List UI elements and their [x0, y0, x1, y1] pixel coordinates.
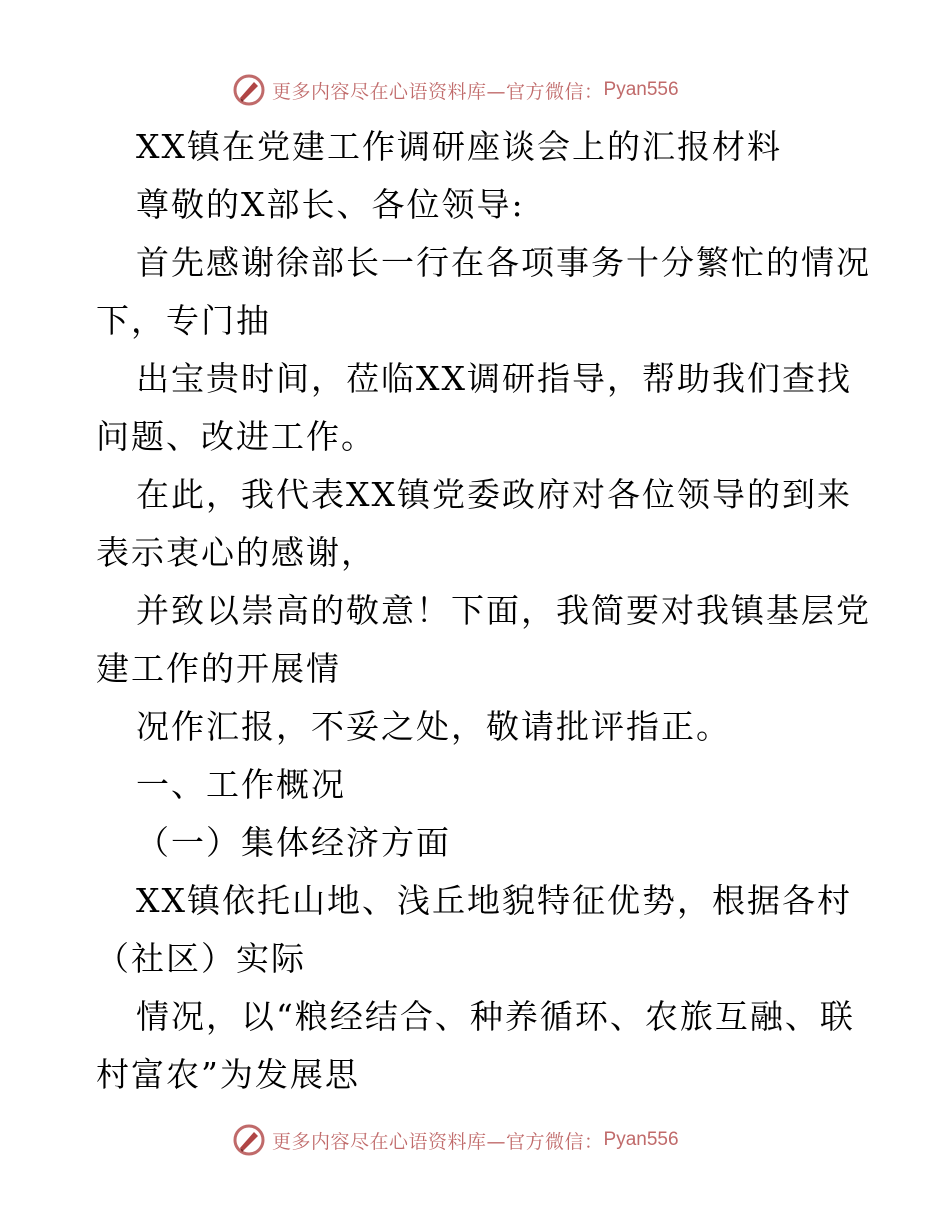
paragraph-line: 下，专门抽 — [96, 301, 271, 340]
paragraph-line: 在此，我代表XX镇党委政府对各位领导的到来 — [136, 475, 852, 514]
header-watermark — [232, 72, 679, 108]
paragraph-line: 建工作的开展情 — [96, 649, 341, 688]
section-heading: 一、工作概况 — [136, 765, 346, 804]
pen-logo-icon — [232, 73, 266, 107]
salutation: 尊敬的X部长、各位领导: — [136, 185, 525, 224]
watermark-text: 更多内容尽在心语资料库—官方微信： — [272, 1130, 604, 1153]
document-body — [96, 118, 871, 1104]
paragraph-line: 并致以崇高的敬意！下面，我简要对我镇基层党 — [136, 591, 871, 630]
footer-watermark — [232, 1122, 679, 1158]
paragraph-line: 首先感谢徐部长一行在各项事务十分繁忙的情况 — [136, 243, 871, 282]
paragraph-line: 出宝贵时间，莅临XX调研指导，帮助我们查找 — [136, 359, 852, 398]
watermark-text: 更多内容尽在心语资料库—官方微信： — [272, 80, 604, 103]
watermark-wechat-id: Pyan556 — [603, 79, 679, 100]
document-title: XX镇在党建工作调研座谈会上的汇报材料 — [136, 127, 782, 166]
subsection-heading: （一）集体经济方面 — [136, 823, 451, 862]
watermark-wechat-id: Pyan556 — [603, 1129, 679, 1150]
paragraph-line: 问题、改进工作。 — [96, 417, 376, 456]
paragraph-line: 村富农”为发展思 — [96, 1055, 360, 1094]
paragraph-line: 情况，以“粮经结合、种养循环、农旅互融、联 — [136, 997, 855, 1036]
paragraph-line: XX镇依托山地、浅丘地貌特征优势，根据各村 — [136, 881, 852, 920]
paragraph-line: （社区）实际 — [96, 939, 306, 978]
pen-logo-icon — [232, 1123, 266, 1157]
paragraph-line: 况作汇报，不妥之处，敬请批评指正。 — [136, 707, 731, 746]
paragraph-line: 表示衷心的感谢， — [96, 533, 376, 572]
